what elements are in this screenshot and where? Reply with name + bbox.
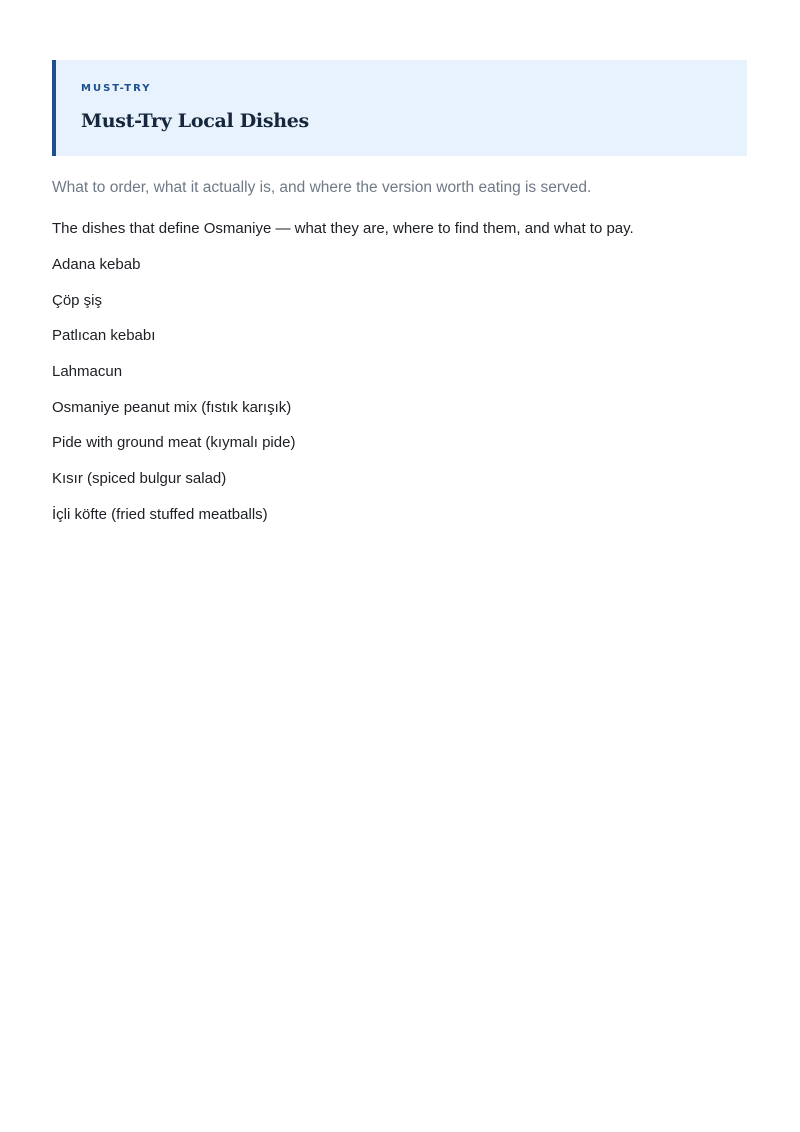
dish-item-kiymali-pide: Pide with ground meat (kıymalı pide) (52, 434, 296, 452)
dish-item-lahmacun: Lahmacun (52, 363, 123, 381)
section-eyebrow: MUST-TRY (81, 83, 152, 94)
dish-item-patlican-kebabi: Patlıcan kebabı (52, 327, 156, 345)
intro-paragraph: The dishes that define Osmaniye — what they are, where to find them, and what to pay. (52, 220, 634, 237)
dish-list (52, 255, 747, 525)
page-content (52, 60, 747, 541)
dish-item-cop-sis: Çöp şiş (52, 291, 103, 309)
dish-item-adana-kebab: Adana kebab (52, 256, 141, 273)
page-subtitle: What to order, what it actually is, and where the version worth eating is served. (52, 179, 592, 196)
dish-item-icli-kofte: İçli köfte (fried stuffed meatballs) (52, 505, 268, 523)
page-title: Must-Try Local Dishes (81, 110, 309, 132)
dish-item-peanut-mix: Osmaniye peanut mix (fıstık karışık) (52, 398, 292, 416)
dish-item-kisir: Kısır (spiced bulgur salad) (52, 470, 227, 488)
section-header (52, 60, 747, 156)
